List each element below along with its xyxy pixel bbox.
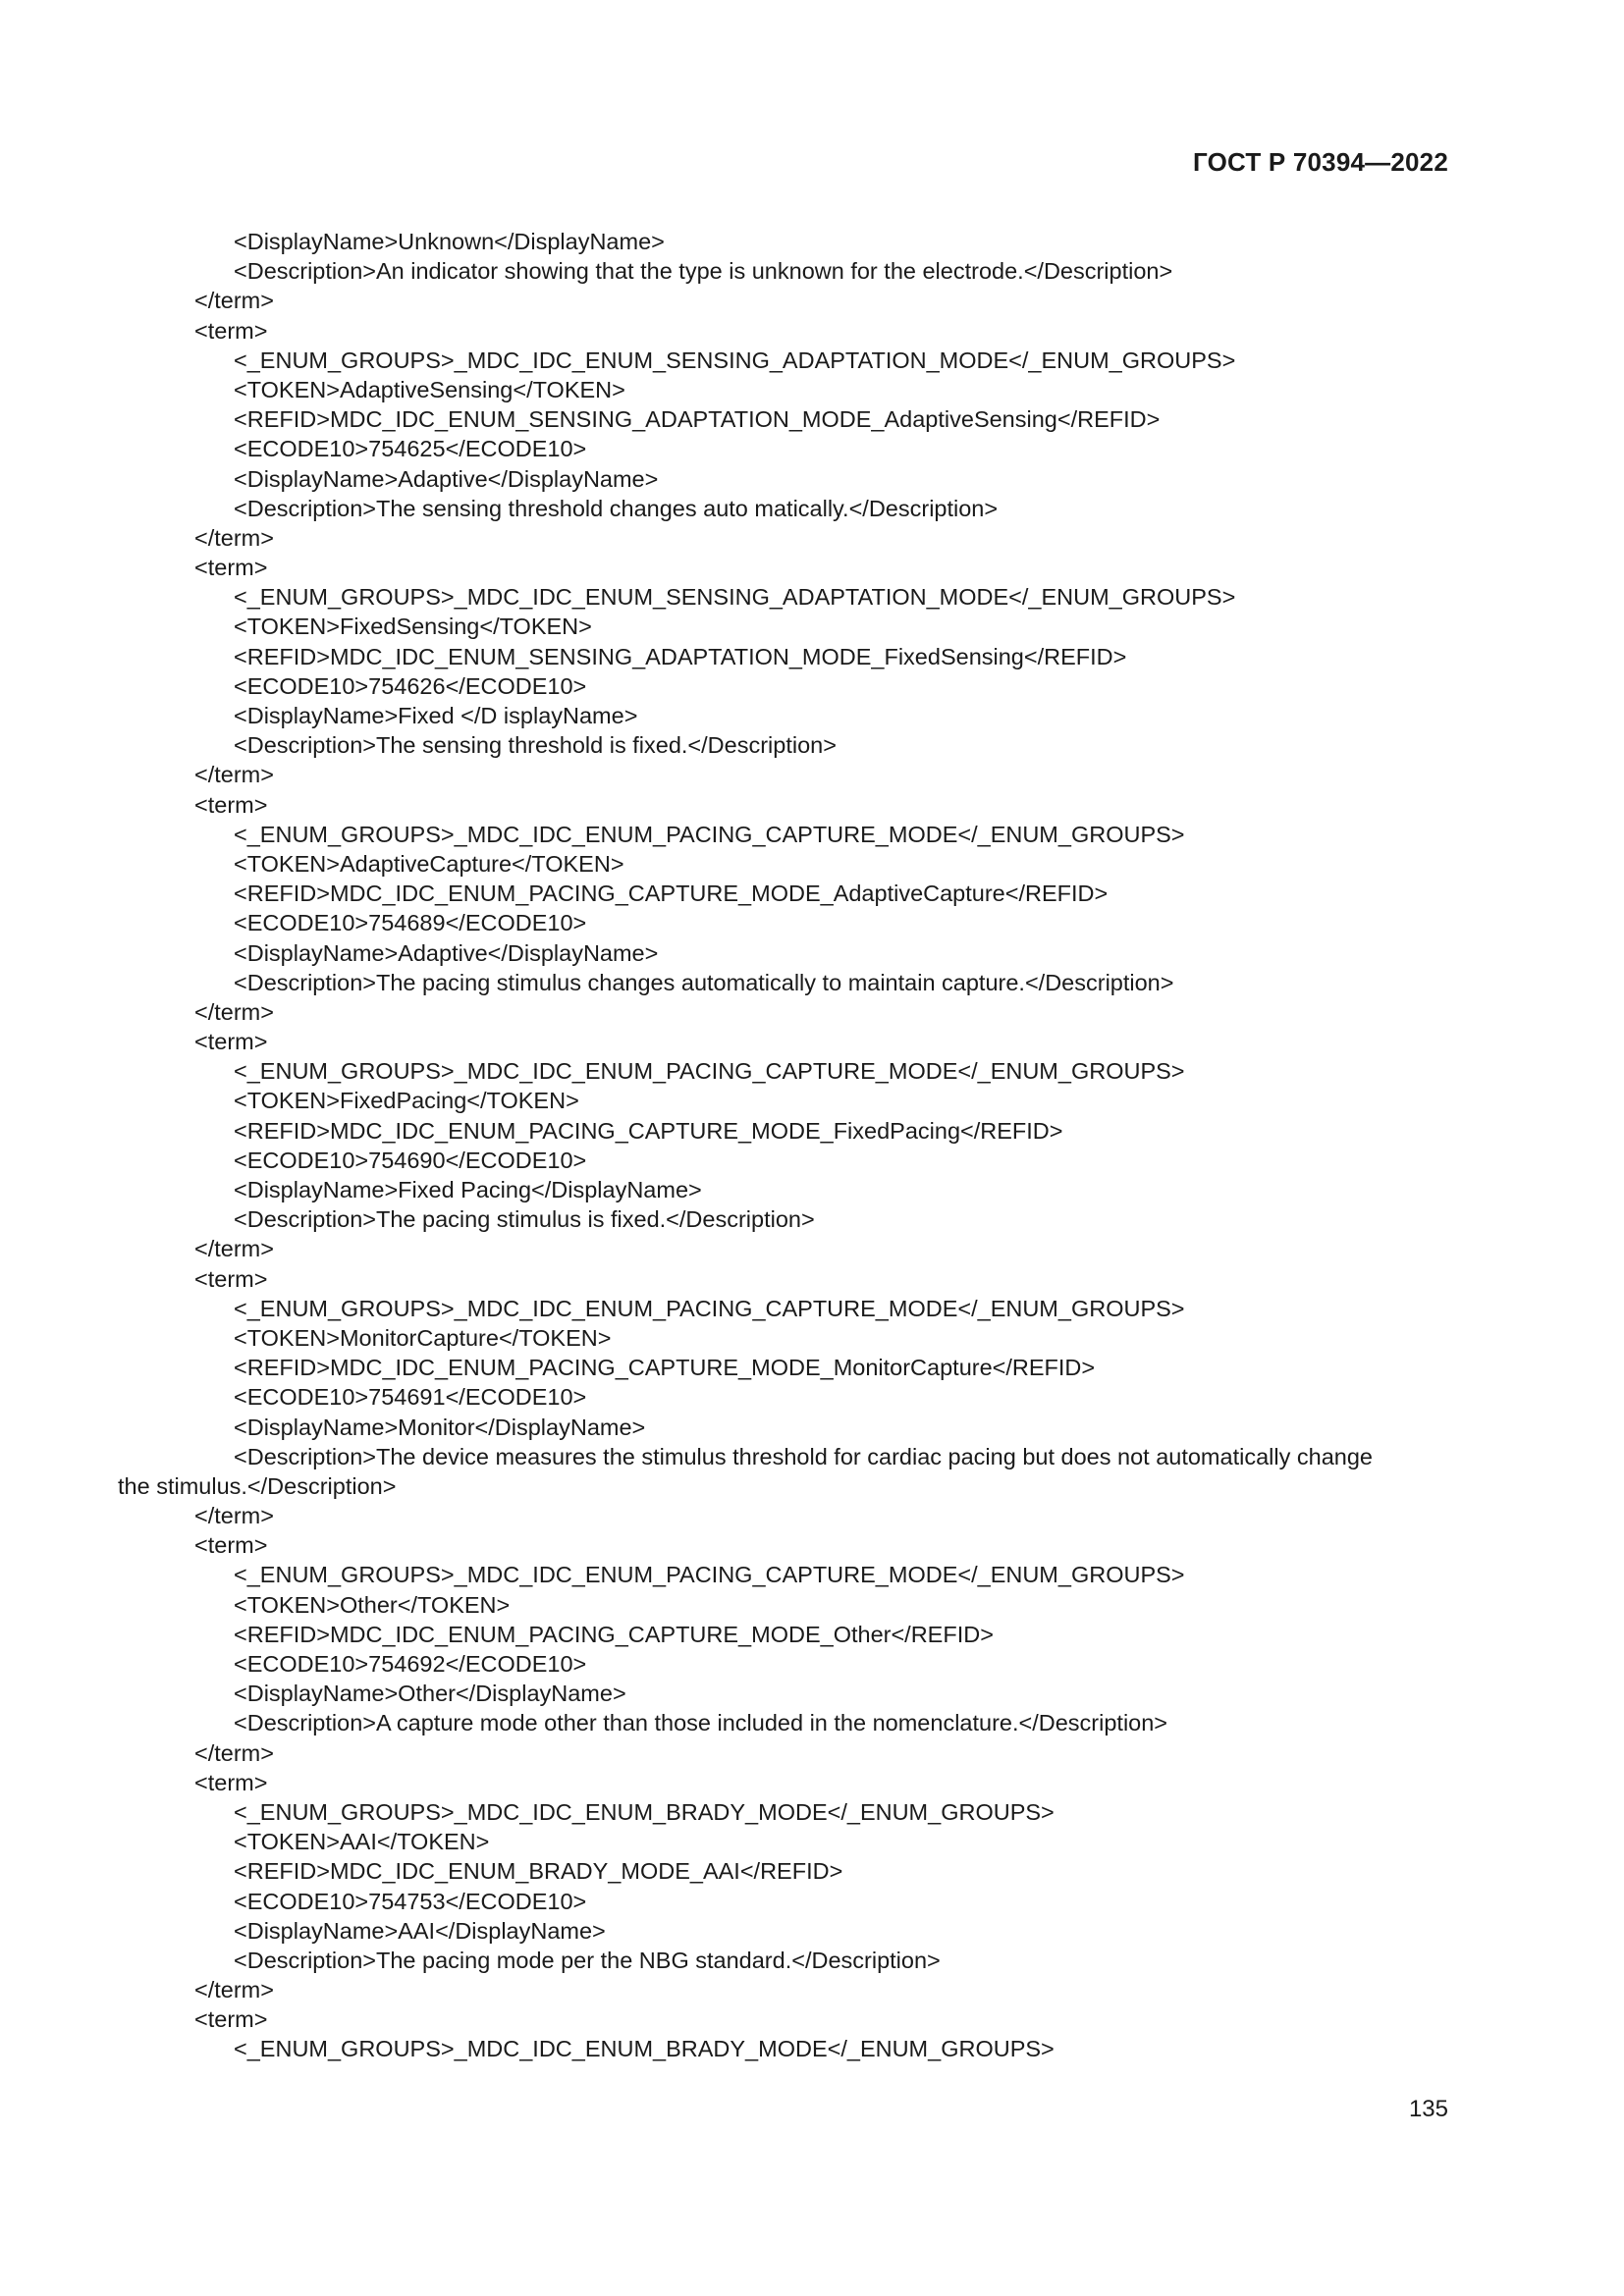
code-line: <term> (194, 1532, 268, 1559)
code-line: <TOKEN>AdaptiveCapture</TOKEN> (234, 850, 624, 877)
code-line: <TOKEN>Other</TOKEN> (234, 1591, 511, 1618)
code-line: <REFID>MDC_IDC_ENUM_SENSING_ADAPTATION_MODE_FixedSensing</REFID> (234, 643, 1127, 669)
code-line: <Description>The device measures the stimulus threshold for cardiac pacing but does not automatically change (234, 1443, 1373, 1469)
code-line: <term> (194, 1769, 268, 1795)
code-line: </term> (194, 288, 274, 314)
code-line: </term> (194, 762, 274, 788)
code-line: <DisplayName>Fixed Pacing</DisplayName> (234, 1177, 702, 1202)
code-line: <Description>The pacing mode per the NBG standard.</Description> (234, 1947, 941, 1973)
code-line: <DisplayName>Unknown</DisplayName> (234, 229, 665, 254)
code-line: <term> (194, 555, 268, 581)
code-line: <Description>An indicator showing that the type is unknown for the electrode.</Description> (234, 258, 1173, 285)
code-line: <_ENUM_GROUPS>_MDC_IDC_ENUM_SENSING_ADAPTATION_MODE</_ENUM_GROUPS> (234, 347, 1236, 373)
code-line: <_ENUM_GROUPS>_MDC_IDC_ENUM_PACING_CAPTURE_MODE</_ENUM_GROUPS> (234, 1295, 1185, 1321)
code-line: </term> (194, 1977, 274, 2003)
page-number: 135 (1408, 2096, 1448, 2122)
code-line: <term> (194, 317, 268, 344)
code-line: </term> (194, 1739, 274, 1766)
code-line: <ECODE10>754690</ECODE10> (234, 1147, 587, 1173)
code-line: </term> (194, 1236, 274, 1262)
code-line: <ECODE10>754626</ECODE10> (234, 672, 587, 699)
document-header-id: ГОСТ Р 70394—2022 (1193, 147, 1448, 177)
code-line: <REFID>MDC_IDC_ENUM_PACING_CAPTURE_MODE_MonitorCapture</REFID> (234, 1355, 1096, 1381)
code-line: <Description>A capture mode other than those included in the nomenclature.</Description> (234, 1710, 1168, 1736)
document-body (118, 227, 1449, 2064)
code-line: <_ENUM_GROUPS>_MDC_IDC_ENUM_PACING_CAPTURE_MODE</_ENUM_GROUPS> (234, 1562, 1185, 1588)
code-line: the stimulus.</Description> (118, 1472, 397, 1499)
code-line: <term> (194, 2006, 268, 2033)
code-line: <DisplayName>Adaptive</DisplayName> (234, 465, 659, 492)
code-line: </term> (194, 998, 274, 1025)
code-line: <TOKEN>FixedSensing</TOKEN> (234, 614, 592, 640)
code-line: <_ENUM_GROUPS>_MDC_IDC_ENUM_PACING_CAPTURE_MODE</_ENUM_GROUPS> (234, 821, 1185, 847)
code-line: <REFID>MDC_IDC_ENUM_PACING_CAPTURE_MODE_Other</REFID> (234, 1621, 994, 1647)
code-line: <REFID>MDC_IDC_ENUM_PACING_CAPTURE_MODE_AdaptiveCapture</REFID> (234, 881, 1109, 907)
code-line: </term> (194, 1503, 274, 1529)
code-line: <DisplayName>Fixed </D isplayName> (234, 703, 638, 728)
code-line: <term> (194, 791, 268, 818)
code-line: <REFID>MDC_IDC_ENUM_PACING_CAPTURE_MODE_FixedPacing</REFID> (234, 1117, 1063, 1144)
code-line: <DisplayName>AAI</DisplayName> (234, 1917, 606, 1944)
code-line: <_ENUM_GROUPS>_MDC_IDC_ENUM_BRADY_MODE</_ENUM_GROUPS> (234, 2036, 1055, 2062)
code-line: <REFID>MDC_IDC_ENUM_BRADY_MODE_AAI</REFID> (234, 1858, 843, 1885)
code-line: <ECODE10>754625</ECODE10> (234, 436, 587, 462)
code-line: <TOKEN>AdaptiveSensing</TOKEN> (234, 376, 625, 402)
code-line: <_ENUM_GROUPS>_MDC_IDC_ENUM_PACING_CAPTURE_MODE</_ENUM_GROUPS> (234, 1058, 1185, 1085)
code-line: <_ENUM_GROUPS>_MDC_IDC_ENUM_BRADY_MODE</_ENUM_GROUPS> (234, 1798, 1055, 1825)
code-line: <Description>The pacing stimulus is fixed.</Description> (234, 1206, 815, 1233)
code-line: <term> (194, 1265, 268, 1292)
code-line: <Description>The sensing threshold changes auto matically.</Description> (234, 495, 999, 521)
code-line: <DisplayName>Other</DisplayName> (234, 1681, 626, 1707)
code-line: <ECODE10>754753</ECODE10> (234, 1888, 587, 1914)
code-line: <ECODE10>754691</ECODE10> (234, 1384, 587, 1411)
code-line: <ECODE10>754692</ECODE10> (234, 1651, 587, 1677)
code-line: <DisplayName>Adaptive</DisplayName> (234, 939, 659, 966)
code-line: <DisplayName>Monitor</DisplayName> (234, 1414, 646, 1440)
code-line: <term> (194, 1029, 268, 1055)
code-line: <_ENUM_GROUPS>_MDC_IDC_ENUM_SENSING_ADAPTATION_MODE</_ENUM_GROUPS> (234, 584, 1236, 611)
code-line: </term> (194, 524, 274, 551)
code-line: <ECODE10>754689</ECODE10> (234, 910, 587, 936)
code-line: <REFID>MDC_IDC_ENUM_SENSING_ADAPTATION_MODE_AdaptiveSensing</REFID> (234, 406, 1161, 433)
code-line: <Description>The sensing threshold is fixed.</Description> (234, 732, 837, 759)
code-line: <TOKEN>FixedPacing</TOKEN> (234, 1088, 579, 1114)
code-line: <TOKEN>MonitorCapture</TOKEN> (234, 1324, 612, 1351)
code-line: <TOKEN>AAI</TOKEN> (234, 1829, 490, 1855)
code-line: <Description>The pacing stimulus changes automatically to maintain capture.</Description> (234, 969, 1174, 995)
